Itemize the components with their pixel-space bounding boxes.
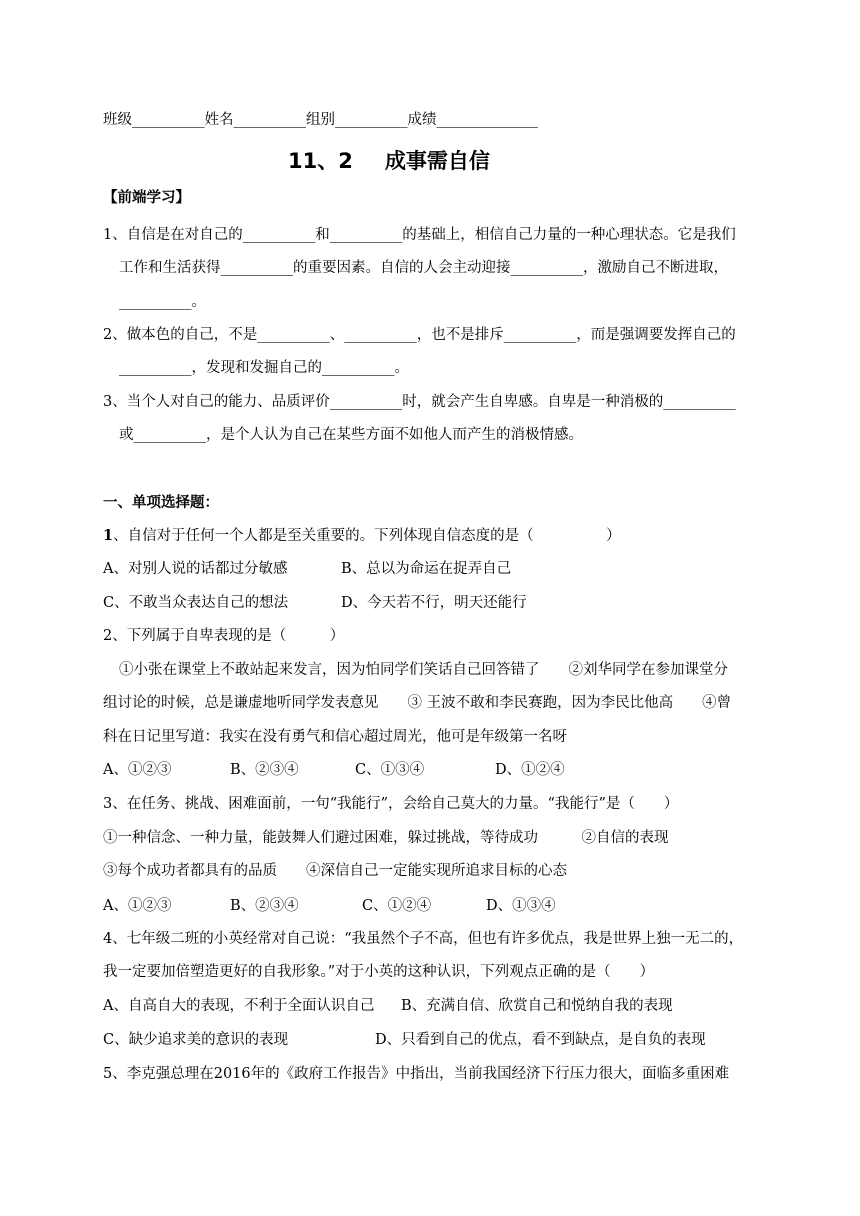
lesson-title-text: 成事需自信	[384, 149, 490, 173]
choice-q2-option-b: B、②③④	[230, 762, 299, 778]
prestudy-q2-line2: __________，发现和发掘自己的__________。	[119, 360, 409, 376]
choice-q3-stem: 3、在任务、挑战、困难面前，一句“我能行”，会给自己莫大的力量。“我能行”是（ ）	[103, 796, 679, 812]
section-heading-prestudy: 【前端学习】	[103, 189, 190, 206]
choice-q4-option-a: A、自高自大的表现，不利于全面认识自己	[103, 998, 375, 1014]
choice-q1-option-c: C、不敢当众表达自己的想法	[103, 595, 289, 611]
choice-q1-option-b: B、总以为命运在捉弄自己	[341, 561, 512, 577]
choice-q2-body-line2: 组讨论的时候，总是谦虚地听同学发表意见 ③ 王波不敢和李民赛跑，因为李民比他高 ④曾	[103, 695, 732, 711]
prestudy-q1-line1: 1、自信是在对自己的__________和__________的基础上，相信自己力量的一种心理状态。它是我们	[103, 227, 736, 243]
lesson-title	[288, 148, 490, 174]
choice-q3-body-line1: ①一种信念、一种力量，能鼓舞人们避过困难，躲过挑战，等待成功 ②自信的表现	[103, 830, 669, 846]
choice-q4-option-d: D、只看到自己的优点，看不到缺点，是自负的表现	[375, 1032, 706, 1048]
choice-q2-option-a: A、①②③	[103, 762, 172, 778]
choice-q3-body-line2: ③每个成功者都具有的品质 ④深信自己一定能实现所追求目标的心态	[103, 863, 567, 879]
prestudy-q3-line1: 3、当个人对自己的能力、品质评价__________时，就会产生自卑感。自卑是一种消极的__________	[103, 394, 736, 410]
choice-q4-stem-line1: 4、七年级二班的小英经常对自己说：“我虽然个子不高，但也有许多优点，我是世界上独一无二的，	[103, 931, 744, 947]
choice-q2-body-line1: ①小张在课堂上不敢站起来发言，因为怕同学们笑话自己回答错了 ②刘华同学在参加课堂分	[119, 662, 728, 678]
prestudy-q3-line2: 或__________，是个人认为自己在某些方面不如他人而产生的消极情感。	[119, 427, 583, 443]
choice-q2-stem: 2、下列属于自卑表现的是（ ）	[103, 628, 345, 644]
choice-q1-option-d: D、今天若不行，明天还能行	[341, 595, 527, 611]
choice-q5-stem: 5、李克强总理在2016年的《政府工作报告》中指出，当前我国经济下行压力很大，面临多重困难	[103, 1066, 730, 1082]
choice-q1-option-a: A、对别人说的话都过分敏感	[103, 561, 288, 577]
lesson-number: 11、2	[288, 149, 353, 173]
choice-q4-option-b: B、充满自信、欣赏自己和悦纳自我的表现	[401, 998, 673, 1014]
choice-q1-number: 1	[103, 527, 114, 544]
choice-q1-stem	[103, 526, 621, 546]
prestudy-q1-line3: __________。	[119, 294, 206, 310]
class-info-line: 班级__________姓名__________组别__________成绩______________	[103, 112, 538, 128]
choice-q2-body-line3: 科在日记里写道：我实在没有勇气和信心超过周光，他可是年级第一名呀	[103, 729, 567, 745]
choice-q3-option-a: A、①②③	[103, 898, 172, 914]
section-heading-choice: 一、单项选择题：	[103, 494, 219, 511]
choice-q1-text: 、自信对于任何一个人都是至关重要的。下列体现自信态度的是（ ）	[113, 528, 621, 544]
prestudy-q2-line1: 2、做本色的自己，不是__________、__________，也不是排斥__________，而是强调要发挥自己的	[103, 327, 736, 343]
choice-q2-option-d: D、①②④	[495, 762, 565, 778]
choice-q3-option-b: B、②③④	[230, 898, 299, 914]
choice-q3-option-c: C、①②④	[362, 898, 432, 914]
prestudy-q1-line2: 工作和生活获得__________的重要因素。自信的人会主动迎接__________，激励自己不断进取，	[119, 260, 728, 276]
choice-q4-stem-line2: 我一定要加倍塑造更好的自我形象。”对于小英的这种认识，下列观点正确的是（ ）	[103, 964, 655, 980]
choice-q3-option-d: D、①③④	[486, 898, 556, 914]
choice-q2-option-c: C、①③④	[355, 762, 425, 778]
choice-q4-option-c: C、缺少追求美的意识的表现	[103, 1032, 289, 1048]
